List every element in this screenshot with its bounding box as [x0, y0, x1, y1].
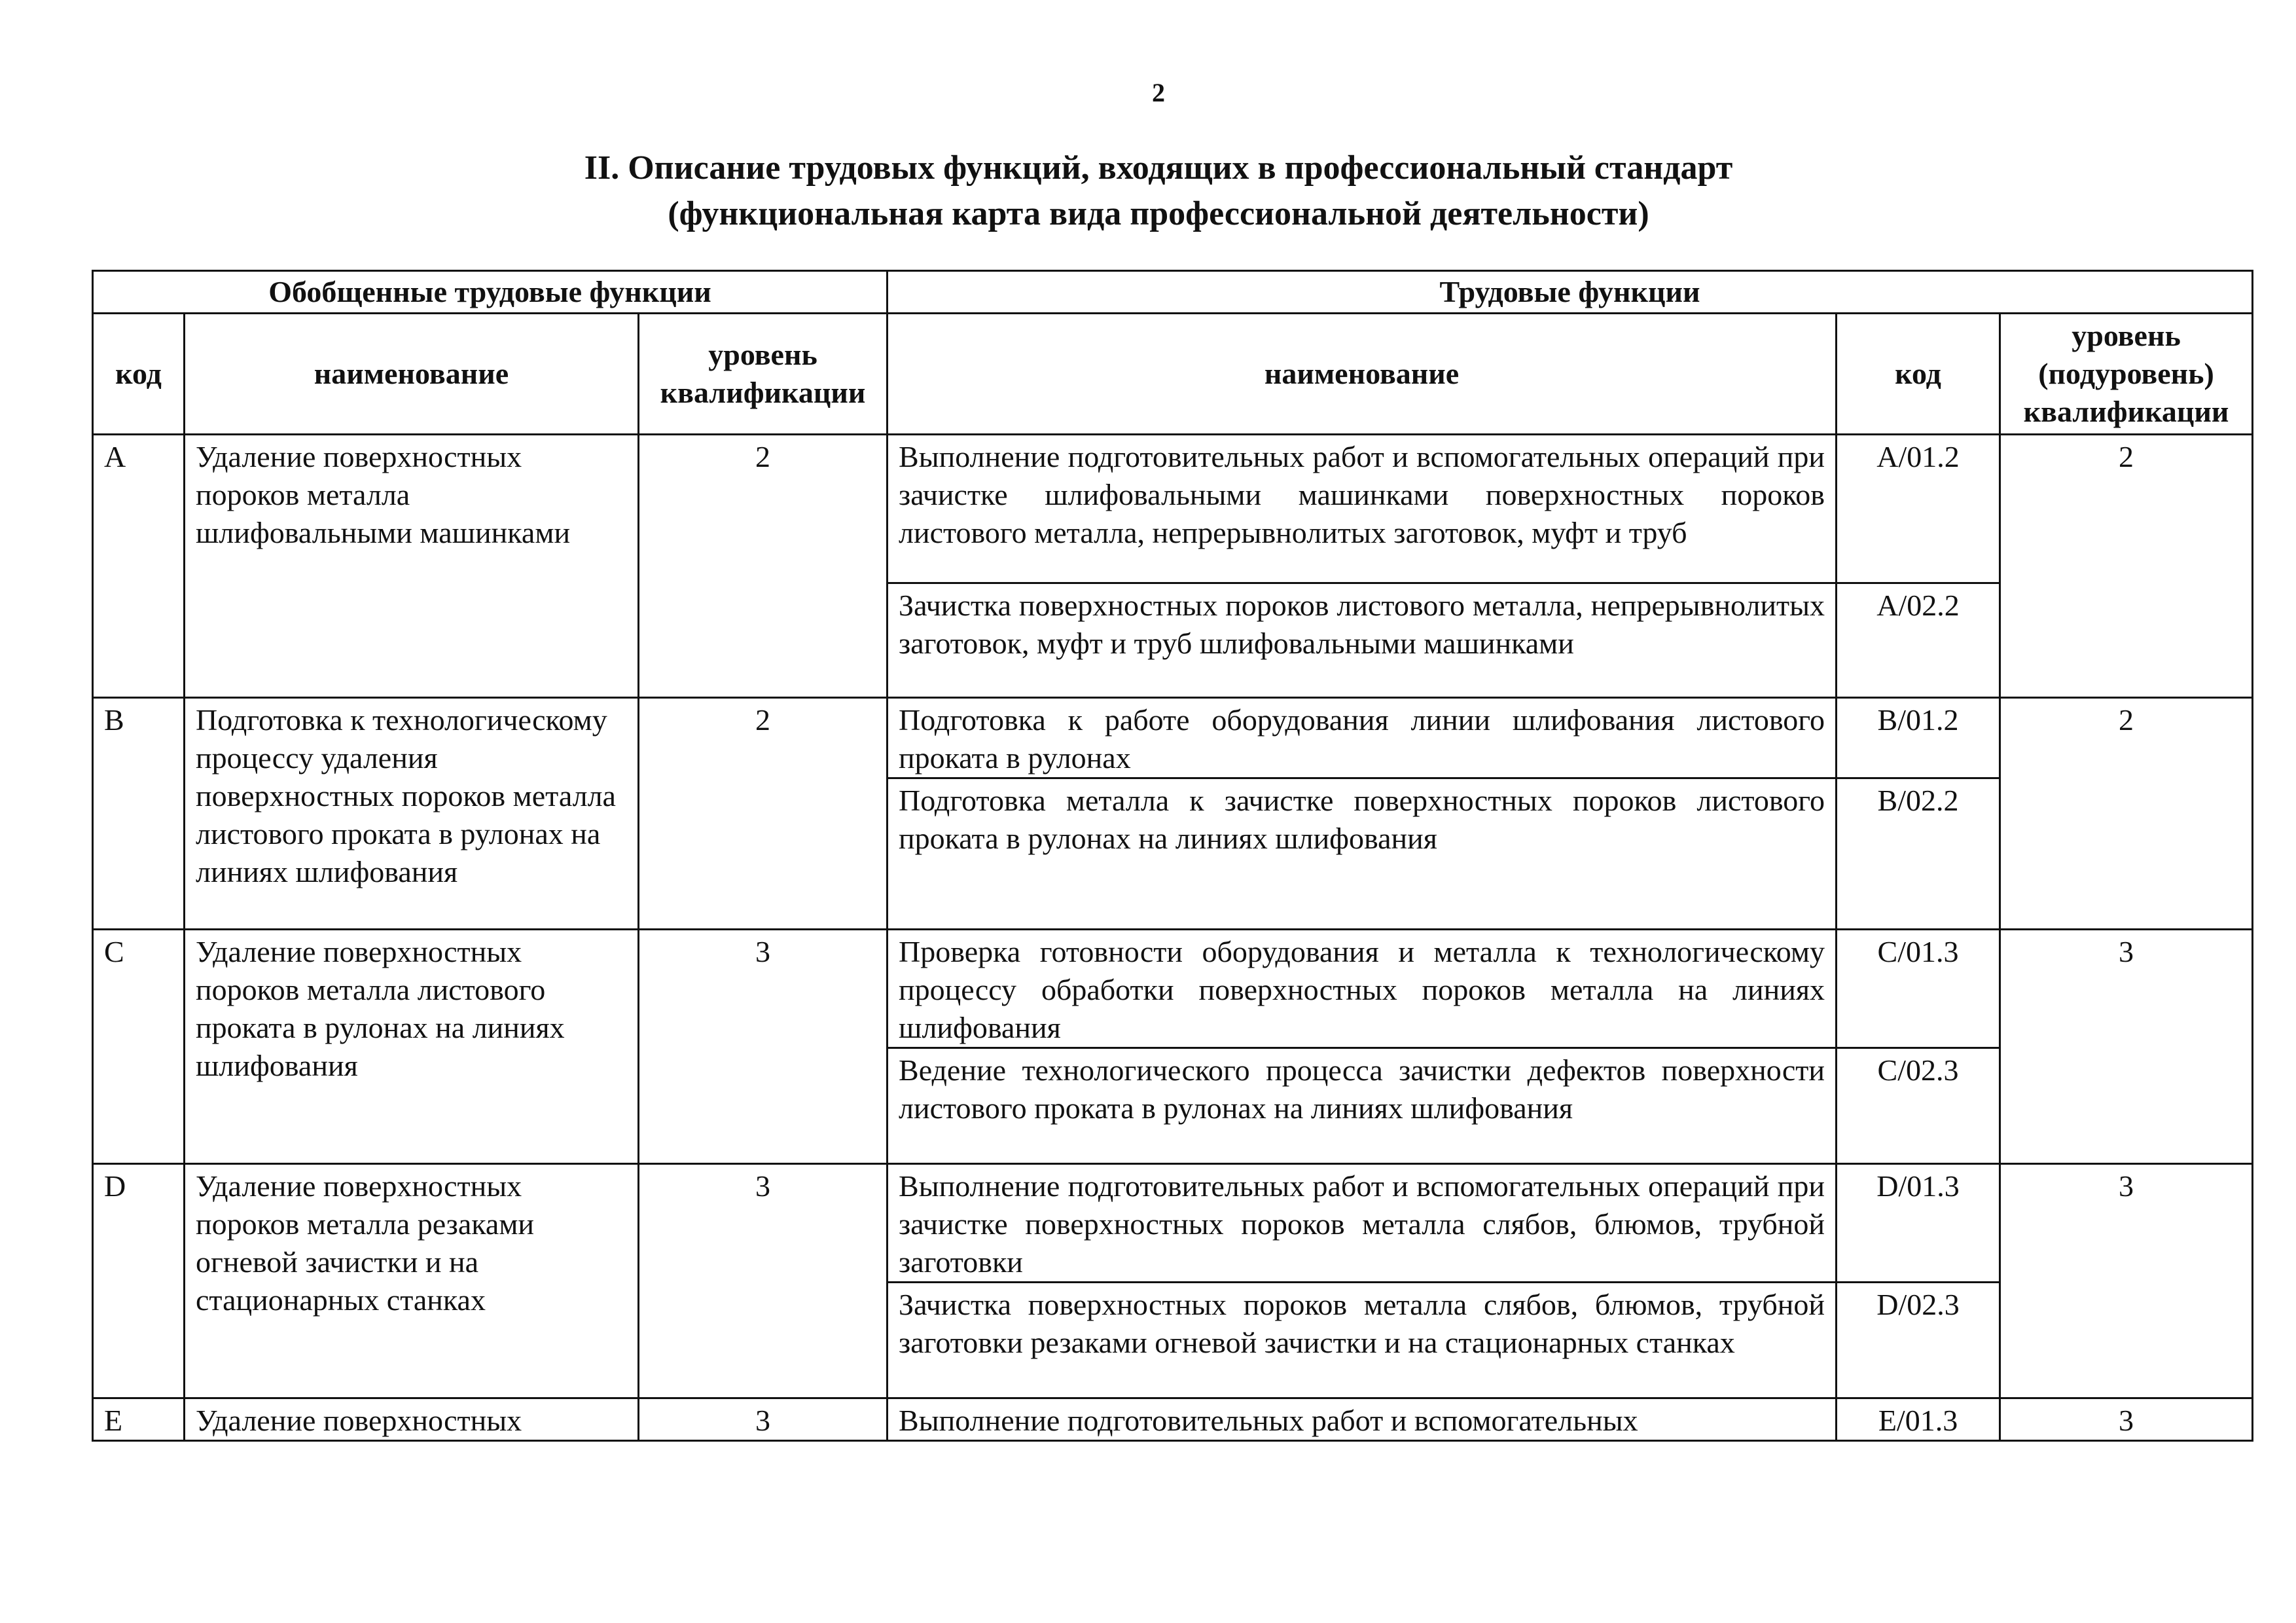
header-generalized-functions: Обобщенные трудовые функции — [93, 271, 888, 314]
title-line-2: (функциональная карта вида профессиональной деятельности) — [668, 195, 1649, 232]
row-level: 3 — [639, 930, 888, 1164]
function-level: 3 — [2000, 930, 2253, 1164]
function-code: B/02.2 — [1837, 778, 2000, 930]
function-name: Подготовка к работе оборудования линии шлифования листового проката в рулонах — [888, 698, 1837, 778]
function-code: D/02.3 — [1837, 1283, 2000, 1398]
title-line-1: II. Описание трудовых функций, входящих в профессиональный стандарт — [584, 149, 1733, 187]
table-row — [93, 1398, 2253, 1441]
row-level: 3 — [639, 1398, 888, 1441]
function-level: 2 — [2000, 435, 2253, 698]
function-code: D/01.3 — [1837, 1164, 2000, 1283]
function-name: Выполнение подготовительных работ и вспомогательных операций при зачистке шлифовальными машинками поверхностных пороков листового металла, непрерывнолитых заготовок, муфт и труб — [888, 435, 1837, 583]
header-function-code: код — [1837, 314, 2000, 435]
function-level: 3 — [2000, 1398, 2253, 1441]
table-row — [93, 698, 2253, 778]
function-name: Проверка готовности оборудования и металла к технологическому процессу обработки поверхностных пороков металла на линиях шлифования — [888, 930, 1837, 1048]
function-name: Подготовка металла к зачистке поверхностных пороков листового проката в рулонах на линиях шлифования — [888, 778, 1837, 930]
function-level: 2 — [2000, 698, 2253, 930]
function-name: Выполнение подготовительных работ и вспомогательных — [888, 1398, 1837, 1441]
page-title — [0, 145, 2296, 237]
function-name: Ведение технологического процесса зачистки дефектов поверхности листового проката в рулонах на линиях шлифования — [888, 1048, 1837, 1164]
function-code: A/01.2 — [1837, 435, 2000, 583]
function-code: B/01.2 — [1837, 698, 2000, 778]
function-name: Зачистка поверхностных пороков металла слябов, блюмов, трубной заготовки резаками огневой зачистки и на стационарных станках — [888, 1283, 1837, 1398]
table-row — [93, 1164, 2253, 1283]
row-level: 2 — [639, 435, 888, 698]
row-code: B — [93, 698, 185, 930]
row-name: Удаление поверхностных пороков металла резаками огневой зачистки и на стационарных станках — [185, 1164, 639, 1398]
row-level: 2 — [639, 698, 888, 930]
function-name: Зачистка поверхностных пороков листового металла, непрерывнолитых заготовок, муфт и труб шлифовальными машинками — [888, 583, 1837, 698]
header-labor-functions: Трудовые функции — [888, 271, 2253, 314]
row-name: Удаление поверхностных — [185, 1398, 639, 1441]
row-code: C — [93, 930, 185, 1164]
header-function-name: наименование — [888, 314, 1837, 435]
row-name: Удаление поверхностных пороков металла листового проката в рулонах на линиях шлифования — [185, 930, 639, 1164]
row-code: D — [93, 1164, 185, 1398]
row-code: A — [93, 435, 185, 698]
table-row — [93, 930, 2253, 1048]
header-name: наименование — [185, 314, 639, 435]
function-code: E/01.3 — [1837, 1398, 2000, 1441]
row-name: Подготовка к технологическому процессу удаления поверхностных пороков металла листового проката в рулонах на линиях шлифования — [185, 698, 639, 930]
functional-map-table — [92, 270, 2253, 1442]
header-function-level: уровень (подуровень) квалификации — [2000, 314, 2253, 435]
header-code: код — [93, 314, 185, 435]
row-name: Удаление поверхностных пороков металла шлифовальными машинками — [185, 435, 639, 698]
function-code: C/01.3 — [1837, 930, 2000, 1048]
function-level: 3 — [2000, 1164, 2253, 1398]
function-code: A/02.2 — [1837, 583, 2000, 698]
row-code: E — [93, 1398, 185, 1441]
row-level: 3 — [639, 1164, 888, 1398]
function-name: Выполнение подготовительных работ и вспомогательных операций при зачистке поверхностных пороков металла слябов, блюмов, трубной заготовки — [888, 1164, 1837, 1283]
function-code: C/02.3 — [1837, 1048, 2000, 1164]
page-number: 2 — [1152, 78, 1165, 107]
table-row — [93, 435, 2253, 583]
header-qualification-level: уровень квалификации — [639, 314, 888, 435]
